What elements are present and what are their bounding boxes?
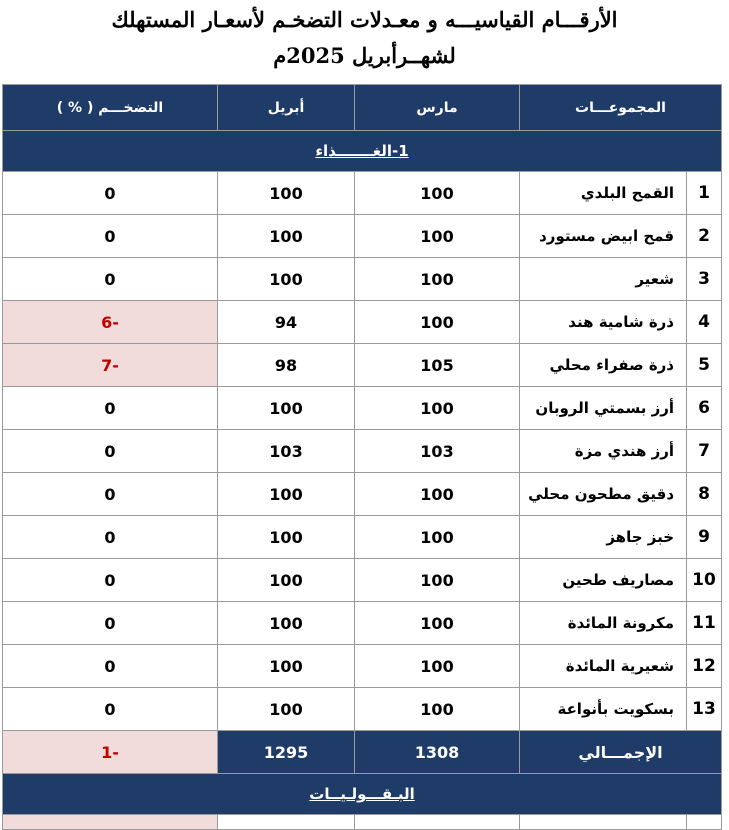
title-line-2: لشهــرأبريل 2025م — [273, 43, 456, 68]
partial-cell — [520, 815, 687, 830]
row-inflation-value: 0 — [3, 559, 218, 602]
row-march-value: 100 — [355, 387, 520, 430]
section-legumes-row — [3, 774, 722, 815]
row-group-name: القمح البلدي — [520, 172, 687, 215]
row-march-value: 100 — [355, 645, 520, 688]
total-march: 1308 — [355, 731, 520, 774]
row-april-value: 100 — [218, 387, 355, 430]
total-april: 1295 — [218, 731, 355, 774]
title-line-1: الأرقـــام القياسيـــه و معـدلات التضخـم لأسعـار المستهلك — [111, 7, 618, 32]
table-row — [3, 473, 722, 516]
partial-row — [3, 815, 722, 830]
row-april-value: 100 — [218, 473, 355, 516]
row-march-value: 100 — [355, 215, 520, 258]
table-row — [3, 344, 722, 387]
table-row — [3, 430, 722, 473]
row-inflation-value: 0 — [3, 645, 218, 688]
partial-cell — [687, 815, 722, 830]
header-groups: المجموعـــات — [520, 85, 722, 131]
total-label: الإجمـــالي — [520, 731, 722, 774]
section-food-label: 1-الغـــــــذاء — [315, 142, 409, 160]
row-group-name: دقيق مطحون محلي — [520, 473, 687, 516]
total-row — [3, 731, 722, 774]
row-group-name: قمح ابيض مستورد — [520, 215, 687, 258]
row-april-value: 100 — [218, 559, 355, 602]
row-number: 10 — [687, 559, 722, 602]
table-row — [3, 516, 722, 559]
row-number: 7 — [687, 430, 722, 473]
row-inflation-value: 0 — [3, 602, 218, 645]
section-legumes-label: البـقـــولـيــات — [309, 785, 415, 803]
row-march-value: 100 — [355, 516, 520, 559]
table-row — [3, 688, 722, 731]
row-april-value: 103 — [218, 430, 355, 473]
partial-cell — [355, 815, 520, 830]
partial-cell — [218, 815, 355, 830]
row-inflation-value: 0 — [3, 258, 218, 301]
table-row — [3, 602, 722, 645]
row-group-name: خبز جاهز — [520, 516, 687, 559]
row-group-name: أرز بسمتي الروبان — [520, 387, 687, 430]
row-number: 5 — [687, 344, 722, 387]
table-row — [3, 172, 722, 215]
row-group-name: بسكويت بأنواعة — [520, 688, 687, 731]
table-row — [3, 301, 722, 344]
row-number: 4 — [687, 301, 722, 344]
row-march-value: 103 — [355, 430, 520, 473]
row-march-value: 100 — [355, 473, 520, 516]
row-inflation-value: 0 — [3, 215, 218, 258]
row-group-name: شعير — [520, 258, 687, 301]
row-number: 12 — [687, 645, 722, 688]
row-group-name: مصاريف طحين — [520, 559, 687, 602]
row-group-name: مكرونة المائدة — [520, 602, 687, 645]
page-title — [0, 0, 729, 84]
row-group-name: ذرة صفراء محلي — [520, 344, 687, 387]
table-row — [3, 559, 722, 602]
row-inflation-value: -7 — [3, 344, 218, 387]
row-inflation-value: 0 — [3, 387, 218, 430]
row-number: 3 — [687, 258, 722, 301]
partial-cell — [3, 815, 218, 830]
row-march-value: 100 — [355, 688, 520, 731]
row-number: 2 — [687, 215, 722, 258]
row-april-value: 98 — [218, 344, 355, 387]
total-inflation: -1 — [3, 731, 218, 774]
row-group-name: ذرة شامية هند — [520, 301, 687, 344]
row-april-value: 94 — [218, 301, 355, 344]
section-food-row — [3, 131, 722, 172]
row-inflation-value: 0 — [3, 473, 218, 516]
row-april-value: 100 — [218, 172, 355, 215]
row-april-value: 100 — [218, 602, 355, 645]
header-march: مارس — [355, 85, 520, 131]
row-inflation-value: 0 — [3, 516, 218, 559]
row-group-name: شعيرية المائدة — [520, 645, 687, 688]
header-april: أبريل — [218, 85, 355, 131]
section-legumes-title — [3, 774, 722, 815]
row-march-value: 100 — [355, 559, 520, 602]
row-march-value: 105 — [355, 344, 520, 387]
row-inflation-value: 0 — [3, 172, 218, 215]
table-row — [3, 258, 722, 301]
row-number: 11 — [687, 602, 722, 645]
table-row — [3, 387, 722, 430]
row-march-value: 100 — [355, 602, 520, 645]
row-number: 8 — [687, 473, 722, 516]
section-food-title — [3, 131, 722, 172]
row-march-value: 100 — [355, 172, 520, 215]
row-april-value: 100 — [218, 516, 355, 559]
table-row — [3, 215, 722, 258]
row-number: 13 — [687, 688, 722, 731]
row-number: 9 — [687, 516, 722, 559]
table-row — [3, 645, 722, 688]
row-march-value: 100 — [355, 258, 520, 301]
row-number: 6 — [687, 387, 722, 430]
row-april-value: 100 — [218, 258, 355, 301]
row-march-value: 100 — [355, 301, 520, 344]
row-group-name: أرز هندي مزة — [520, 430, 687, 473]
header-inflation: التضخـــم ( % ) — [3, 85, 218, 131]
row-inflation-value: 0 — [3, 430, 218, 473]
price-index-table — [2, 84, 722, 830]
row-inflation-value: -6 — [3, 301, 218, 344]
row-april-value: 100 — [218, 215, 355, 258]
row-april-value: 100 — [218, 688, 355, 731]
table-header-row — [3, 85, 722, 131]
row-april-value: 100 — [218, 645, 355, 688]
row-inflation-value: 0 — [3, 688, 218, 731]
row-number: 1 — [687, 172, 722, 215]
